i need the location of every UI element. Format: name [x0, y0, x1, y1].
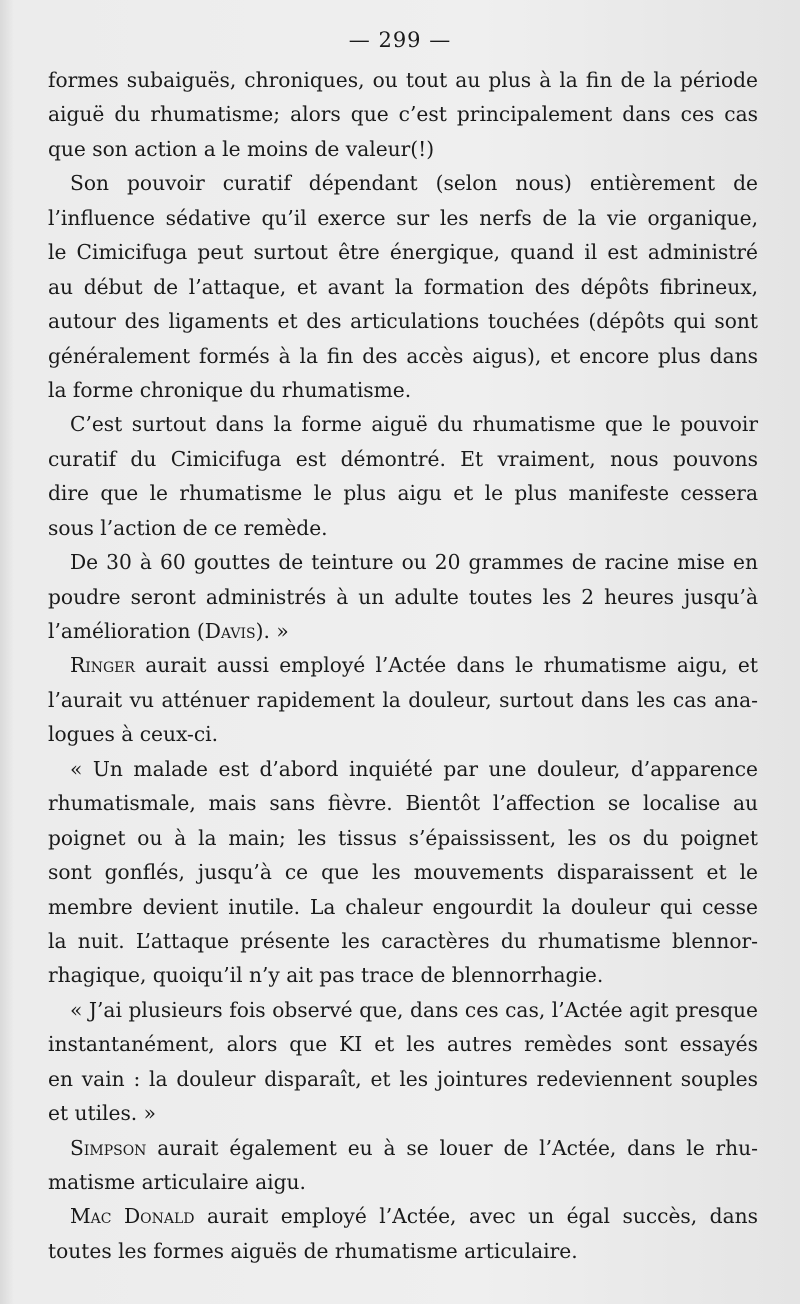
- body-text: [48, 63, 758, 1268]
- author-name: Ringer: [70, 653, 135, 678]
- text-line: que son action a le moins de valeur(!): [48, 136, 435, 161]
- text-line: l’amélioration (Davis). »: [48, 619, 289, 643]
- text-line: et utiles. »: [48, 1101, 156, 1126]
- text-line: sous l’action de ce remède.: [48, 515, 328, 540]
- text-line: instantanément, alors que KI et les autres remèdes sont essayés: [48, 1032, 758, 1057]
- text-line: matisme articulaire aigu.: [48, 1170, 306, 1194]
- text-line: aiguë du rhumatisme; alors que c’est principalement dans ces cas: [48, 102, 758, 127]
- text-line: au début de l’attaque, et avant la formation des dépôts fibrineux,: [48, 274, 758, 299]
- text-line: poudre seront administrés à un adulte toutes les 2 heures jusqu’à: [48, 584, 758, 609]
- text-line: autour des ligaments et des articulations touchées (dépôts qui sont: [48, 309, 758, 334]
- text-line: curatif du Cimicifuga est démontré. Et vraiment, nous pouvons: [48, 446, 758, 471]
- author-name: Davis: [204, 619, 256, 643]
- text-line: l’aurait vu atténuer rapidement la douleur, surtout dans les cas ana-: [48, 687, 758, 712]
- text-line: rhagique, quoiqu’il n’y ait pas trace de blennorrhagie.: [48, 963, 604, 988]
- text-line: en vain : la douleur disparaît, et les jointures redeviennent souples: [48, 1066, 758, 1091]
- text-line: De 30 à 60 gouttes de teinture ou 20 grammes de racine mise en: [70, 550, 758, 575]
- text-line: dire que le rhumatisme le plus aigu et le plus manifeste cessera: [48, 481, 758, 506]
- page-number: — 299 —: [348, 28, 452, 52]
- text-line: membre devient inutile. La chaleur engourdit la douleur qui cesse: [48, 894, 758, 919]
- text-line: l’influence sédative qu’il exerce sur les nerfs de la vie organique,: [48, 205, 758, 230]
- text-line: Simpson aurait également eu à se louer de l’Actée, dans le rhu-: [70, 1135, 758, 1160]
- author-name: Simpson: [70, 1135, 147, 1160]
- text-line: la forme chronique du rhumatisme.: [48, 377, 412, 402]
- text-line: C’est surtout dans la forme aiguë du rhumatisme que le pouvoir: [70, 412, 758, 437]
- text-line: Ringer aurait aussi employé l’Actée dans le rhumatisme aigu, et: [70, 653, 758, 678]
- author-name: Mac Donald: [70, 1204, 195, 1229]
- text-line: « Un malade est d’abord inquiété par une douleur, d’apparence: [70, 756, 758, 781]
- text-line: toutes les formes aiguës de rhumatisme articulaire.: [48, 1238, 578, 1263]
- text-line: Son pouvoir curatif dépendant (selon nous) entièrement de: [70, 171, 758, 196]
- text-line: formes subaiguës, chroniques, ou tout au plus à la fin de la période: [48, 68, 758, 92]
- text-line: Mac Donald aurait employé l’Actée, avec un égal succès, dans: [70, 1204, 758, 1229]
- text-line: sont gonflés, jusqu’à ce que les mouvements disparaissent et le: [48, 860, 758, 885]
- text-line: généralement formés à la fin des accès aigus), et encore plus dans: [48, 343, 758, 368]
- text-line: logues à ceux-ci.: [48, 722, 218, 747]
- text-line: « J’ai plusieurs fois observé que, dans ces cas, l’Actée agit presque: [70, 997, 758, 1022]
- text-line: la nuit. L’attaque présente les caractères du rhumatisme blennor-: [48, 928, 758, 953]
- text-line: le Cimicifuga peut surtout être énergique, quand il est administré: [48, 240, 758, 265]
- text-line: rhumatismale, mais sans fièvre. Bientôt l’affection se localise au: [48, 791, 758, 816]
- text-line: poignet ou à la main; les tissus s’épaississent, les os du poignet: [48, 825, 758, 850]
